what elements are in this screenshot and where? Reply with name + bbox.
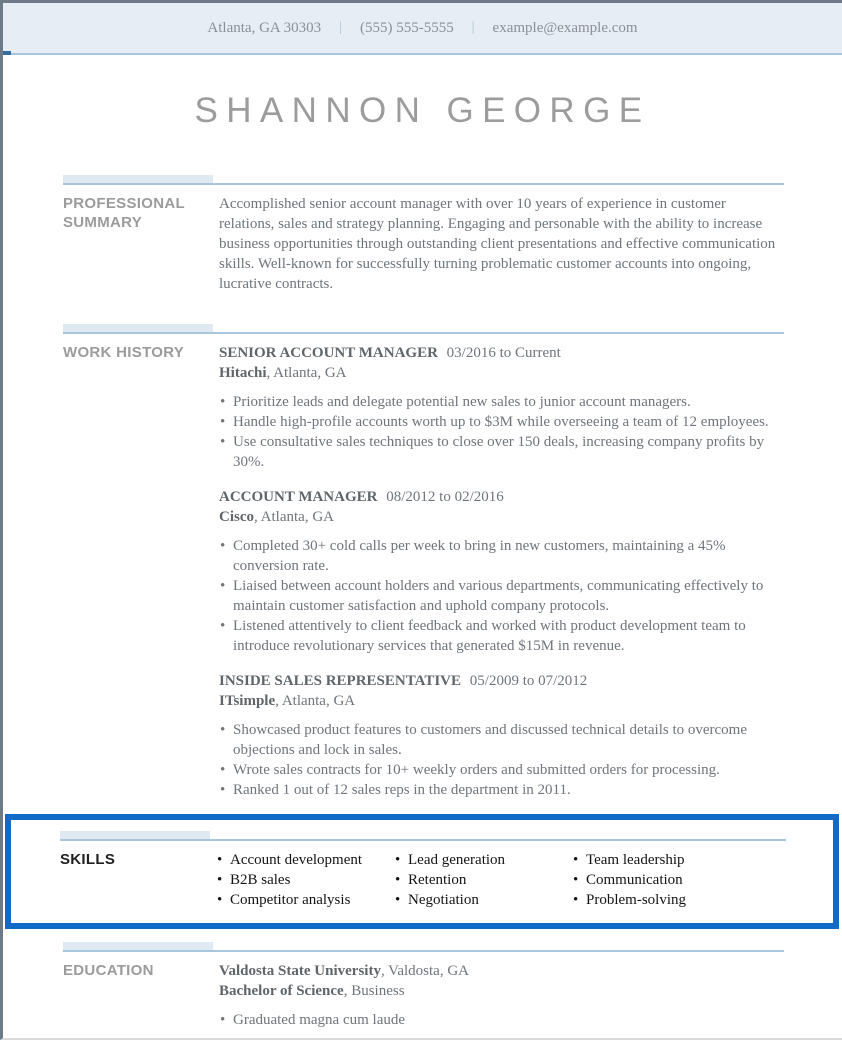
education-school-location: , Valdosta, GA bbox=[380, 963, 470, 979]
job-bullet: • Handle high-profile accounts worth up to $3M while overseeing a team of 12 employees. bbox=[219, 412, 784, 432]
job-employer-line bbox=[219, 507, 784, 527]
skill-item: • Team leadership bbox=[572, 850, 750, 870]
contact-email: example@example.com bbox=[492, 19, 638, 36]
job-bullet-list bbox=[219, 536, 784, 656]
skills-highlight-box[interactable] bbox=[5, 814, 839, 929]
section-education[interactable] bbox=[63, 942, 784, 1030]
skill-item: • Competitor analysis bbox=[216, 890, 394, 910]
education-school-line bbox=[219, 961, 784, 981]
job-bullet: • Liaised between account holders and various departments, communicating effectively to maintain customer satisfaction and uphold company protocols. bbox=[219, 576, 784, 616]
summary-text: Accomplished senior account manager with over 10 years of experience in customer relations, sales and strategy planning. Engaging and personable with the ability to increase business opportunities through outstanding client presentations and effective communication skills. Well-known for successfully turning problematic customer accounts into ongoing, lucrative contracts. bbox=[219, 196, 776, 292]
divider-accent-block bbox=[60, 831, 210, 839]
job-dates: 08/2012 to 02/2016 bbox=[386, 489, 504, 505]
skill-item: • Communication bbox=[572, 870, 750, 890]
section-divider bbox=[60, 831, 786, 841]
education-bullet-list bbox=[219, 1010, 784, 1030]
job-bullet: • Wrote sales contracts for 10+ weekly orders and submitted orders for processing. bbox=[219, 760, 784, 780]
skills-column bbox=[394, 850, 572, 910]
job-bullet: • Use consultative sales techniques to close over 150 deals, increasing company profits by 30%. bbox=[219, 432, 784, 472]
skills-list bbox=[572, 850, 750, 910]
job-title-line bbox=[219, 487, 784, 507]
job-employer: Cisco bbox=[219, 509, 254, 525]
education-degree: Bachelor of Science bbox=[219, 983, 344, 999]
job-dates: 05/2009 to 07/2012 bbox=[469, 673, 588, 689]
education-bullet: • Graduated magna cum laude bbox=[219, 1010, 784, 1030]
skills-list bbox=[394, 850, 572, 910]
skill-item: • Negotiation bbox=[394, 890, 572, 910]
job-entry bbox=[219, 343, 784, 472]
contact-location: Atlanta, GA 30303 bbox=[207, 19, 322, 36]
job-bullet: • Completed 30+ cold calls per week to bring in new customers, maintaining a 45% conversion rate. bbox=[219, 536, 784, 576]
divider-accent-block bbox=[63, 942, 213, 950]
section-professional-summary[interactable] bbox=[63, 175, 784, 294]
contact-phone: (555) 555-5555 bbox=[359, 19, 454, 36]
education-degree-line bbox=[219, 981, 784, 1001]
job-title-line bbox=[219, 343, 784, 363]
divider-accent-block bbox=[63, 175, 213, 183]
job-employer-line bbox=[219, 691, 784, 711]
section-divider bbox=[63, 942, 784, 952]
job-bullet: • Ranked 1 out of 12 sales reps in the department in 2011. bbox=[219, 780, 784, 800]
education-field: , Business bbox=[343, 983, 405, 999]
skill-item: • B2B sales bbox=[216, 870, 394, 890]
contact-separator: | bbox=[339, 20, 342, 35]
job-entry bbox=[219, 487, 784, 656]
section-skills[interactable] bbox=[60, 831, 786, 910]
band-accent-tick bbox=[3, 51, 11, 55]
job-title-line bbox=[219, 671, 784, 691]
job-bullet-list bbox=[219, 720, 784, 800]
education-school: Valdosta State University bbox=[219, 963, 381, 979]
job-employer-line bbox=[219, 363, 784, 383]
section-label-professional-summary: PROFESSIONAL SUMMARY bbox=[63, 195, 185, 231]
job-bullet: • Listened attentively to client feedback and worked with product development team to introduce revolutionary services that generated $15M in revenue. bbox=[219, 616, 784, 656]
job-dates: 03/2016 to Current bbox=[446, 345, 561, 361]
job-employer: ITsimple bbox=[219, 693, 276, 709]
job-bullet: • Showcased product features to customers and discussed technical details to overcome objections and lock in sales. bbox=[219, 720, 784, 760]
job-location: , Atlanta, GA bbox=[266, 365, 347, 381]
section-divider bbox=[63, 324, 784, 334]
skills-grid bbox=[216, 850, 786, 910]
job-bullet: • Prioritize leads and delegate potential new sales to junior account managers. bbox=[219, 392, 784, 412]
job-title: SENIOR ACCOUNT MANAGER bbox=[219, 345, 438, 361]
skills-column bbox=[216, 850, 394, 910]
job-location: , Atlanta, GA bbox=[275, 693, 356, 709]
section-label-work-history: WORK HISTORY bbox=[63, 344, 185, 361]
section-label-skills: SKILLS bbox=[60, 851, 116, 868]
job-location: , Atlanta, GA bbox=[254, 509, 334, 525]
skills-column bbox=[572, 850, 750, 910]
section-divider bbox=[63, 175, 784, 185]
contact-separator: | bbox=[471, 20, 475, 35]
skills-list bbox=[216, 850, 394, 910]
section-work-history[interactable] bbox=[63, 324, 784, 800]
divider-accent-block bbox=[63, 324, 213, 332]
skill-item: • Account development bbox=[216, 850, 394, 870]
skill-item: • Problem-solving bbox=[572, 890, 750, 910]
skill-item: • Lead generation bbox=[394, 850, 572, 870]
job-employer: Hitachi bbox=[219, 365, 267, 381]
job-entry bbox=[219, 671, 784, 800]
candidate-name: SHANNON GEORGE bbox=[194, 91, 651, 130]
job-title: INSIDE SALES REPRESENTATIVE bbox=[219, 673, 462, 689]
job-bullet-list bbox=[219, 392, 784, 472]
job-title: ACCOUNT MANAGER bbox=[219, 489, 378, 505]
section-label-education: EDUCATION bbox=[63, 962, 154, 979]
skill-item: • Retention bbox=[394, 870, 572, 890]
contact-header bbox=[3, 3, 842, 55]
